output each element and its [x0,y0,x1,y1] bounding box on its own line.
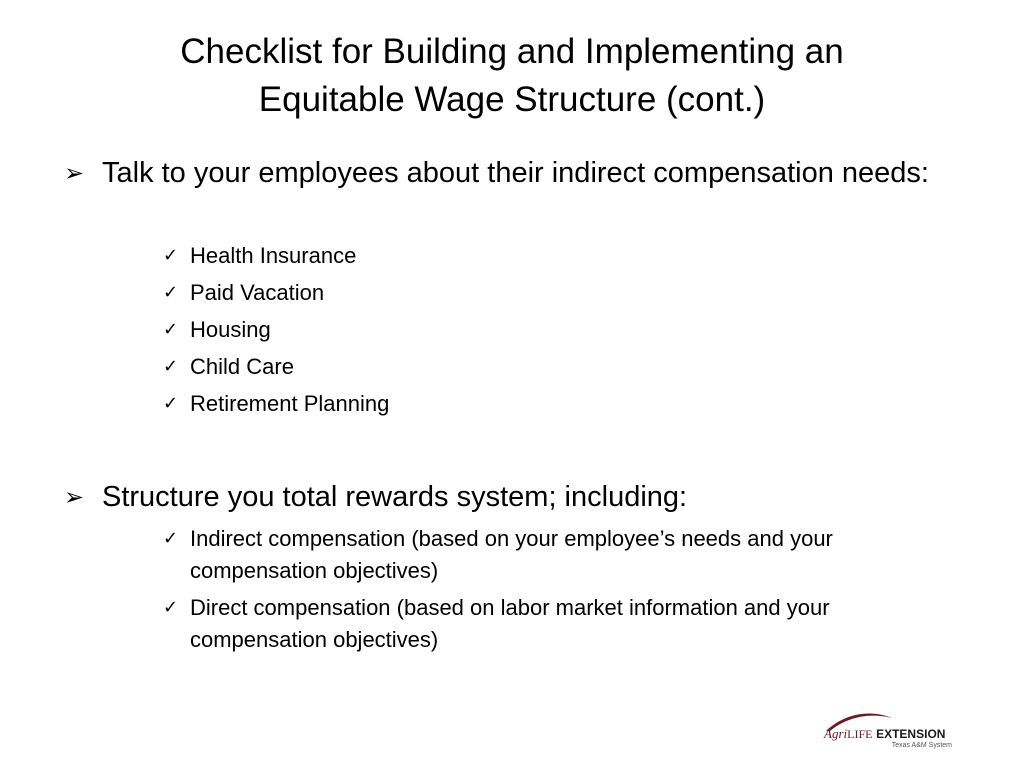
list-item-text: Housing [190,317,271,342]
bullet-structure-rewards [64,477,944,517]
agrilife-extension-logo [818,710,958,754]
logo-agri: Agri [824,726,848,741]
list-item-text: Paid Vacation [190,280,325,305]
rewards-list [163,523,953,661]
list-item-text: Retirement Planning [190,391,390,416]
list-item [163,592,953,656]
list-item [163,277,953,309]
bullet-text: Talk to your employees about their indirect compensation needs: [102,157,929,189]
check-icon: ✓ [163,597,179,618]
check-icon: ✓ [163,282,179,303]
list-item [163,351,953,383]
indirect-needs-list [163,240,953,425]
slide-title-line-1: Checklist for Building and Implementing an [180,32,844,71]
list-item [163,314,953,346]
check-icon: ✓ [163,319,179,340]
logo-extension: EXTENSION [876,727,946,741]
check-icon: ✓ [163,245,179,266]
list-item [163,240,953,272]
logo-life: LIFE [847,727,873,741]
slide-title [60,28,964,124]
list-item [163,388,953,420]
list-item [163,523,953,587]
list-item-text: Health Insurance [190,243,357,268]
arrow-bullet-icon: ➢ [64,484,85,511]
bullet-text: Structure you total rewards system; including: [102,481,688,513]
logo-subtitle: Texas A&M System [891,742,952,749]
check-icon: ✓ [163,356,179,377]
list-item-text: Direct compensation (based on labor market information and your compensation objectives) [190,595,830,652]
check-icon: ✓ [163,393,179,414]
slide-title-line-2: Equitable Wage Structure (cont.) [258,80,766,119]
check-icon: ✓ [163,528,179,549]
bullet-talk-to-employees [64,153,944,193]
logo-wordmark [824,726,945,742]
list-item-text: Child Care [190,354,294,379]
arrow-bullet-icon: ➢ [64,160,85,187]
list-item-text: Indirect compensation (based on your employee’s needs and your compensation objectives) [190,526,833,583]
